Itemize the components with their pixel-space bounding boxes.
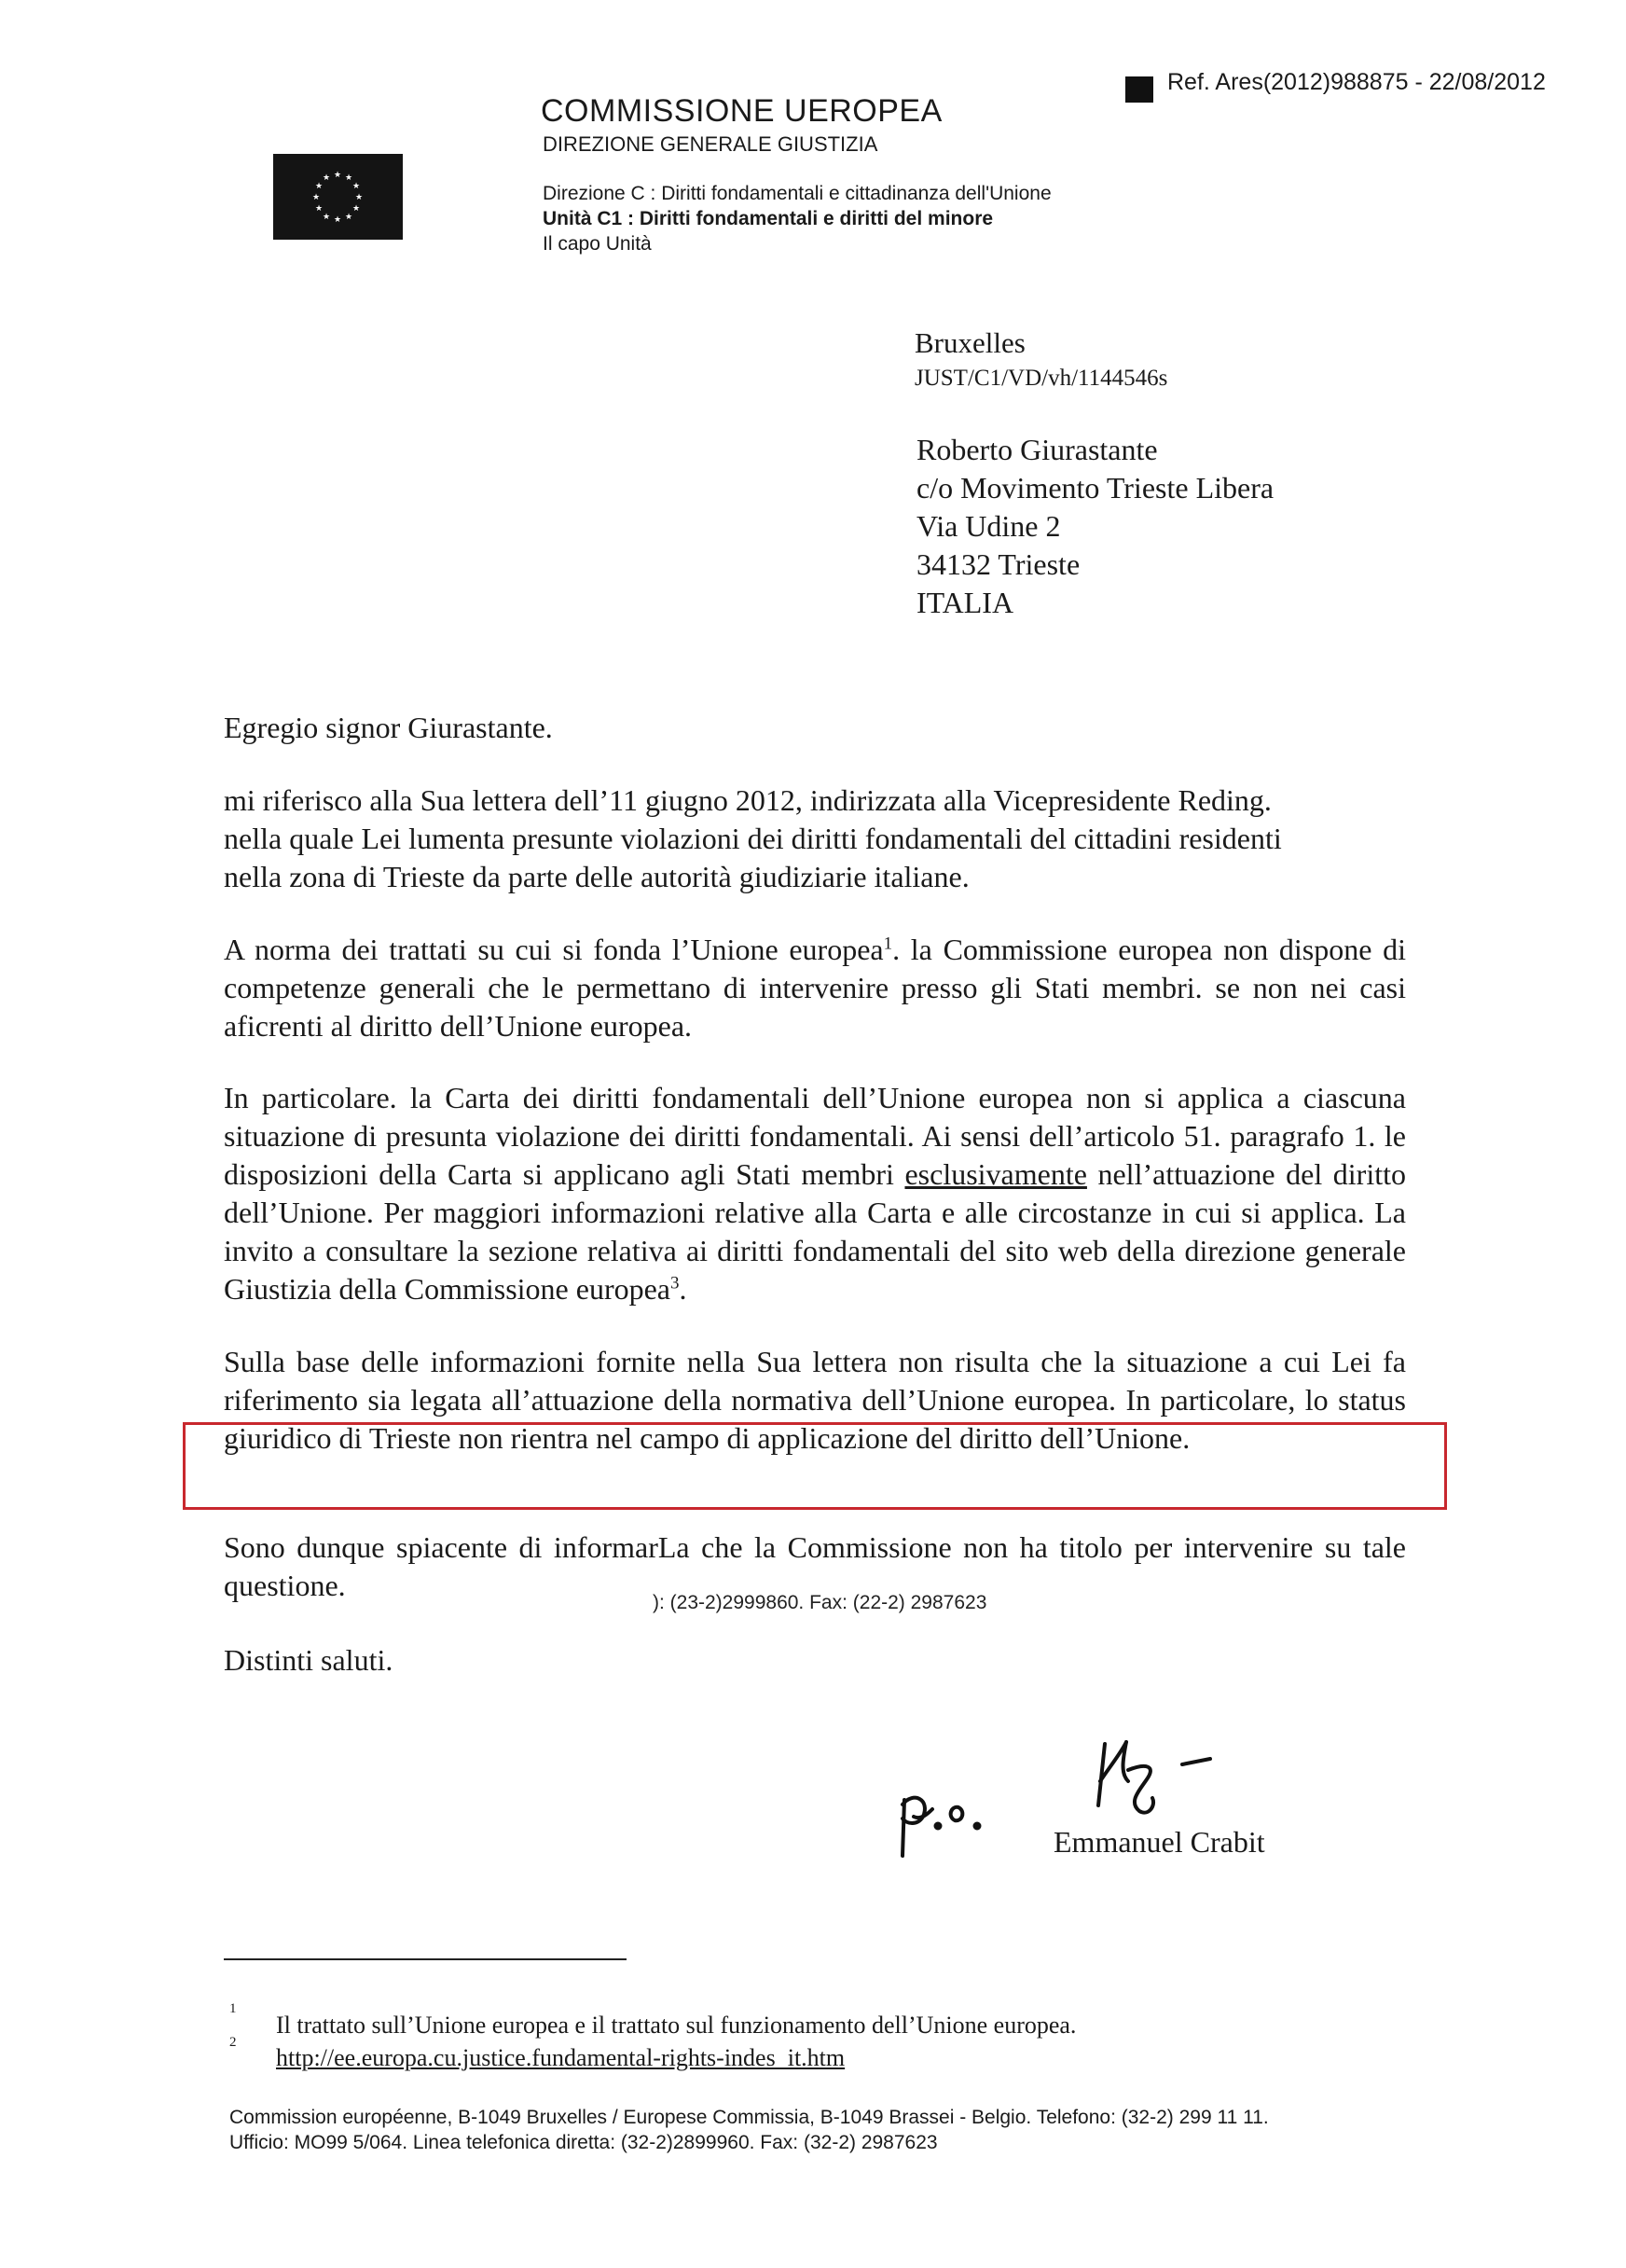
unit-head: Il capo Unità <box>543 233 652 255</box>
svg-text:★: ★ <box>322 213 331 222</box>
highlight-box <box>183 1422 1447 1510</box>
paragraph-line: nella zona di Trieste da parte delle autorità giudiziarie italiane. <box>224 860 970 893</box>
svg-text:★: ★ <box>333 215 342 225</box>
svg-text:★: ★ <box>344 213 353 222</box>
paragraph-text: . la Commissione europea non dispone di competenze generali che le permettano di intervenire presso gli Stati membri. se non nei casi aficrenti al diritto dell’Unione europea. <box>224 933 1407 1043</box>
commission-name: COMMISSIONE UEROPEA <box>541 93 943 129</box>
paragraph-4: Sulla base delle informazioni fornite nella Sua lettera non risulta che la situazione a cui Lei fa riferimento sia legata all’attuazione della normativa dell’Unione europea. In particolare, lo status giuridico di Trieste non rientra nel campo di applicazione del diritto dell’Unione. <box>224 1345 1406 1455</box>
paragraph-text: nell’attuazione del diritto dell’Unione. Per maggiori informazioni relative alla Carta e alle circostanze in cui si applica. La invito a consultare la sezione relativa ai diritti fondamentali del sito web della direzione generale Giustizia della Commissione europea <box>224 1157 1407 1306</box>
footnote-number: 2 <box>229 2035 237 2050</box>
recipient-line: c/o Movimento Trieste Libera <box>916 471 1275 505</box>
city: Bruxelles <box>915 326 1026 359</box>
paragraph-line: nella quale Lei lumenta presunte violazioni dei diritti fondamentali del cittadini residenti <box>224 822 1282 855</box>
svg-text:★: ★ <box>333 171 342 180</box>
closing: Distinti saluti. <box>224 1643 393 1677</box>
svg-text:★: ★ <box>322 173 331 183</box>
signatory-name: Emmanuel Crabit <box>1054 1825 1265 1859</box>
svg-text:★: ★ <box>354 193 364 202</box>
footnote-reference: 1 <box>883 933 893 954</box>
unit: Unità C1 : Diritti fondamentali e diritti del minore <box>543 208 994 229</box>
recipient-address <box>916 431 1274 622</box>
footnote-number: 1 <box>229 2001 237 2016</box>
paragraph-text: In particolare. la Carta dei diritti fondamentali dell’Unione europea non si applica a ciascuna situazione di presunta violazione dei diritti fondamentali. Ai sensi dell’articolo 51. paragrafo 1. le disposizioni della Carta si applicano agli Stati membri <box>224 1081 1406 1191</box>
paragraph-line: mi riferisco alla Sua lettera dell’11 giugno 2012, indirizzata alla Vicepresidente Reding. <box>224 783 1272 817</box>
salutation: Egregio signor Giurastante. <box>224 711 553 744</box>
eu-flag-logo <box>273 154 403 240</box>
eu-stars-icon <box>273 154 403 240</box>
footer-address: Commission européenne, B-1049 Bruxelles / Europese Commissia, B-1049 Brassei - Belgio. Telefono: (32-2) 299 11 11. <box>229 2107 1269 2128</box>
paragraph-text: A norma dei trattati su cui si fonda l’Unione europea <box>224 933 884 966</box>
svg-text:★: ★ <box>351 182 361 191</box>
svg-text:★: ★ <box>314 204 324 214</box>
directorate: Direzione C : Diritti fondamentali e cittadinanza dell'Unione <box>543 183 1052 204</box>
recipient-line: Via Udine 2 <box>916 509 1061 543</box>
svg-text:★: ★ <box>311 193 321 202</box>
footnote-reference: 3 <box>670 1273 680 1293</box>
reference-stamp: Ref. Ares(2012)988875 - 22/08/2012 <box>1167 69 1546 95</box>
svg-text:★: ★ <box>344 173 353 183</box>
footnote-divider <box>224 1958 627 1960</box>
directorate-general: DIREZIONE GENERALE GIUSTIZIA <box>543 132 878 156</box>
paragraph-3 <box>224 1079 1406 1308</box>
recipient-line: 34132 Trieste <box>916 547 1081 581</box>
footer-contact: Ufficio: MO99 5/064. Linea telefonica diretta: (32-2)2899960. Fax: (32-2) 2987623 <box>229 2132 938 2153</box>
reference-stamp-mark <box>1125 76 1153 103</box>
svg-text:★: ★ <box>351 204 361 214</box>
paragraph-text: . <box>679 1272 687 1306</box>
overprint-text: ): (23-2)2999860. Fax: (22-2) 2987623 <box>653 1592 987 1613</box>
svg-text:★: ★ <box>314 182 324 191</box>
recipient-line: ITALIA <box>916 586 1014 619</box>
recipient-line: Roberto Giurastante <box>916 433 1158 466</box>
emphasis-text: esclusivamente <box>904 1157 1087 1191</box>
paragraph-2 <box>224 931 1406 1045</box>
paragraph-1 <box>224 781 1406 896</box>
footnote-text: Il trattato sull’Unione europea e il trattato sul funzionamento dell’Unione europea. <box>276 2012 1077 2039</box>
footnote-link[interactable]: http://ee.europa.cu.justice.fundamental-rights-indes_it.htm <box>276 2044 846 2071</box>
paragraph-5: Sono dunque spiacente di informarLa che la Commissione non ha titolo per intervenire su tale questione. <box>224 1530 1406 1602</box>
letter-reference: JUST/C1/VD/vh/1144546s <box>915 366 1168 391</box>
